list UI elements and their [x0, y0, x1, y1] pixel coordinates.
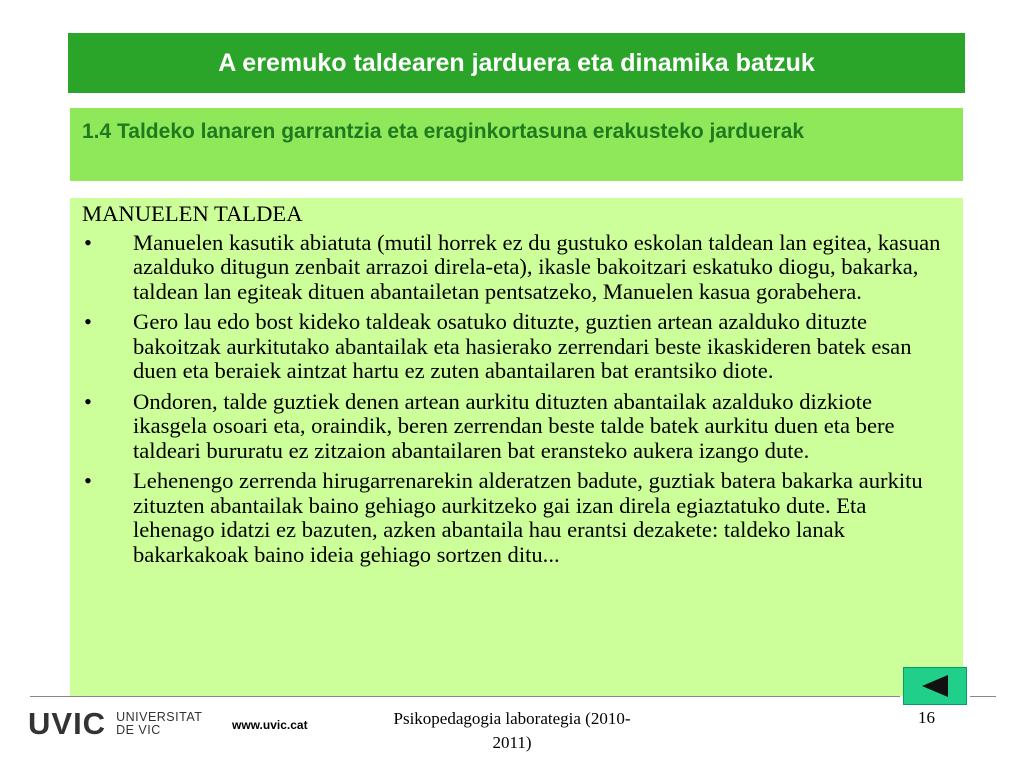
- bullet-text: Lehenengo zerrenda hirugarrenarekin alderatzen badute, guztiak batera bakarka aurkitu zituzten abantailak baino gehiago aurkitzeko gai izan direla egiaztatuko dute. Eta lehenago idatzi ez bazuten, azken abantaila hau erantsi dezakete: taldeko lanak bakarkakoak baino ideia gehiago sortzen ditu...: [133, 468, 923, 567]
- slide-title-bar: [68, 33, 965, 93]
- subtitle-box: [70, 108, 963, 181]
- bullet-list: [82, 231, 951, 568]
- bullet-text: Ondoren, talde guztiek denen artean aurkitu dituzten abantailak azalduko dizkiote ikasgela osoari eta, oraindik, beren zerrendan beste talde batek aurkitu duen eta bere taldeari bururatu ez zitzaion abantailaren bat eransteko aukera izango dute.: [133, 388, 895, 463]
- back-button[interactable]: [903, 667, 967, 705]
- page-number: 16: [918, 708, 935, 727]
- footer-course-line-2: 2011): [492, 733, 532, 752]
- footer-course: [362, 707, 662, 755]
- bullet-item-1: [82, 231, 951, 305]
- footer-url: www.uvic.cat: [232, 718, 308, 732]
- triangle-left-icon: [918, 673, 952, 699]
- uvic-logo: [28, 706, 202, 742]
- content-box: [70, 198, 963, 696]
- logo-line-2: DE VIC: [116, 723, 161, 737]
- logo-mark: UVIC: [28, 706, 107, 741]
- logo-subtext: [116, 711, 202, 737]
- footer-course-line-1: Psikopedagogia laborategia (2010-: [393, 709, 631, 728]
- slide-title: A eremuko taldearen jarduera eta dinamika batzuk: [218, 48, 815, 77]
- bullet-text: Gero lau edo bost kideko taldeak osatuko dituzte, guztien artean azalduko dituzte bakoitzak aurkitutako abantailak eta hasierako zerrendari beste ikaskideren batek esan duen eta beraiek aintzat hartu ez zuten abantailaren bat erantsiko diote.: [133, 309, 912, 383]
- slide-subtitle: 1.4 Taldeko lanaren garrantzia eta eraginkortasuna erakusteko jarduerak: [82, 120, 805, 143]
- bullet-icon: •: [84, 229, 92, 255]
- bullet-icon: •: [84, 309, 92, 334]
- bullet-item-4: [82, 469, 951, 567]
- bullet-text: Manuelen kasutik abiatuta (mutil horrek ez du gustuko eskolan taldean lan egitea, kasuan azalduko ditugun zenbait arrazoi direla-eta), ikasle bakoitzari eskatuko diogu, bakarka, taldean lan egiteak dituen abantailetan pentsatzeko, Manuelen kasua gorabehera.: [133, 229, 941, 304]
- content-heading: MANUELEN TALDEA: [82, 201, 303, 226]
- bullet-item-3: [82, 390, 951, 464]
- footer-divider-right: [970, 696, 996, 697]
- bullet-icon: •: [84, 468, 92, 493]
- bullet-item-2: [82, 310, 951, 384]
- footer-divider: [30, 696, 900, 697]
- bullet-icon: •: [84, 388, 92, 414]
- logo-line-1: UNIVERSITAT: [116, 710, 203, 724]
